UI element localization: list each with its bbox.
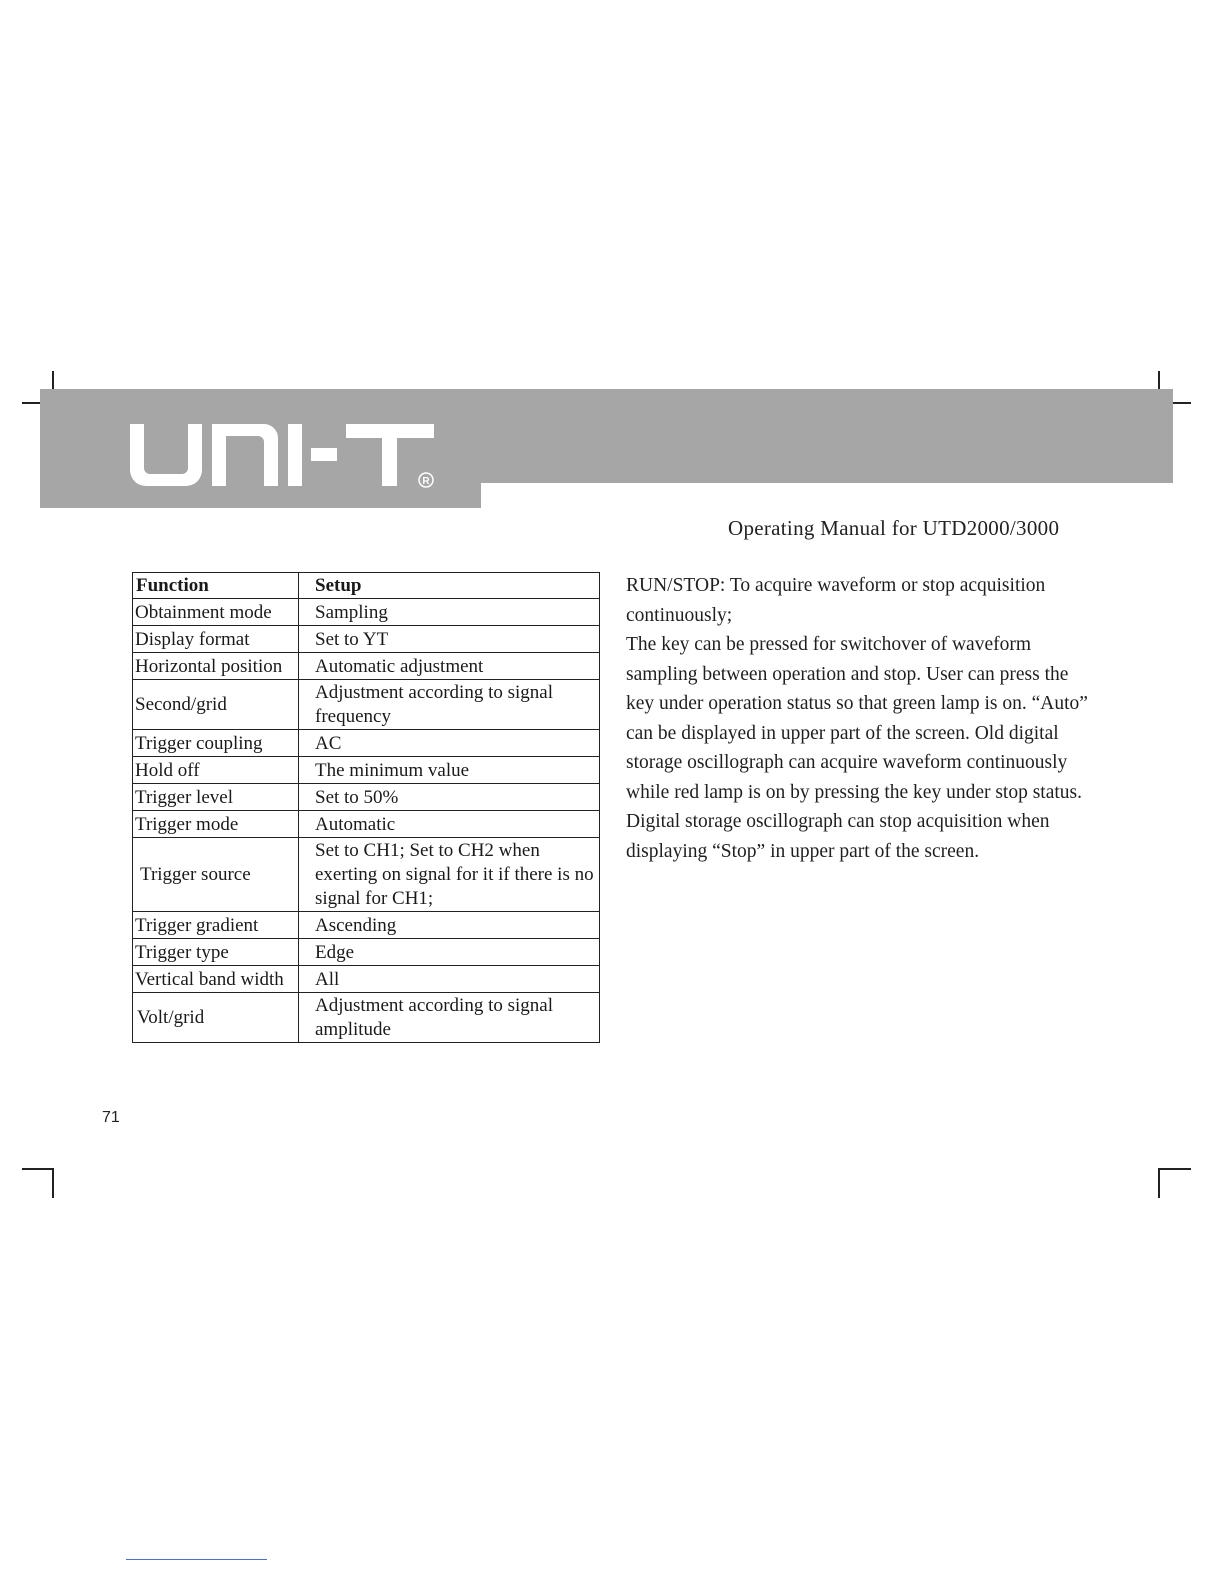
table-row [133, 757, 600, 784]
table-row [133, 784, 600, 811]
column-header-function: Function [133, 573, 299, 599]
crop-mark-bottom-left-vertical [52, 1168, 54, 1198]
table-row [133, 599, 600, 626]
table-row [133, 680, 600, 730]
function-cell: Display format [133, 626, 299, 653]
setup-cell: The minimum value [299, 757, 600, 784]
function-cell: Hold off [133, 757, 299, 784]
function-cell: Trigger coupling [133, 730, 299, 757]
crop-mark-bottom-left-horizontal [22, 1168, 53, 1170]
table-row [133, 626, 600, 653]
table-row [133, 966, 600, 993]
table-row [133, 993, 600, 1043]
page-number: 71 [102, 1109, 120, 1126]
setup-cell: Set to 50% [299, 784, 600, 811]
setup-cell: Sampling [299, 599, 600, 626]
function-cell: Volt/grid [133, 993, 299, 1043]
crop-mark-top-right-vertical [1158, 371, 1160, 389]
crop-mark-bottom-right-vertical [1158, 1168, 1160, 1198]
setup-cell: Set to CH1; Set to CH2 when exerting on signal for it if there is no signal for CH1; [299, 838, 600, 912]
bottom-rule [126, 1559, 267, 1560]
function-cell: Second/grid [133, 680, 299, 730]
function-cell: Horizontal position [133, 653, 299, 680]
crop-mark-top-left-vertical [52, 371, 54, 389]
function-cell: Trigger level [133, 784, 299, 811]
table-row [133, 838, 600, 912]
setup-cell: AC [299, 730, 600, 757]
setup-cell: Automatic adjustment [299, 653, 600, 680]
crop-mark-top-right-horizontal [1173, 402, 1191, 404]
run-stop-detail: The key can be pressed for switchover of waveform sampling between operation and stop. User can press the key under operation status so that green lamp is on. “Auto” can be displayed in upper part of the screen. Old digital storage oscillograph can acquire waveform continuously while red lamp is on by pressing the key under stop status. Digital storage oscillograph can stop acquisition when displaying “Stop” in upper part of the screen. [626, 634, 1088, 862]
crop-mark-bottom-right-horizontal [1158, 1168, 1191, 1170]
run-stop-intro: RUN/STOP: To acquire waveform or stop acquisition continuously; [626, 575, 1046, 626]
function-cell: Vertical band width [133, 966, 299, 993]
default-settings-table [132, 572, 600, 1043]
function-cell: Obtainment mode [133, 599, 299, 626]
function-cell: Trigger type [133, 939, 299, 966]
uni-t-logo [130, 422, 440, 488]
setup-cell: Adjustment according to signal frequency [299, 680, 600, 730]
table-row [133, 653, 600, 680]
manual-title: Operating Manual for UTD2000/3000 [728, 516, 1060, 540]
crop-mark-top-left-horizontal [22, 402, 40, 404]
table-row [133, 811, 600, 838]
setup-cell: Ascending [299, 912, 600, 939]
setup-cell: All [299, 966, 600, 993]
setup-cell: Automatic [299, 811, 600, 838]
column-header-setup: Setup [299, 573, 600, 599]
function-cell: Trigger source [133, 838, 299, 912]
function-cell: Trigger mode [133, 811, 299, 838]
svg-text:R: R [422, 476, 430, 487]
table-header-row [133, 573, 600, 599]
function-cell: Trigger gradient [133, 912, 299, 939]
setup-cell: Set to YT [299, 626, 600, 653]
table-row [133, 912, 600, 939]
table-row [133, 730, 600, 757]
run-stop-description [626, 571, 1096, 866]
setup-cell: Edge [299, 939, 600, 966]
setup-cell: Adjustment according to signal amplitude [299, 993, 600, 1043]
table-row [133, 939, 600, 966]
